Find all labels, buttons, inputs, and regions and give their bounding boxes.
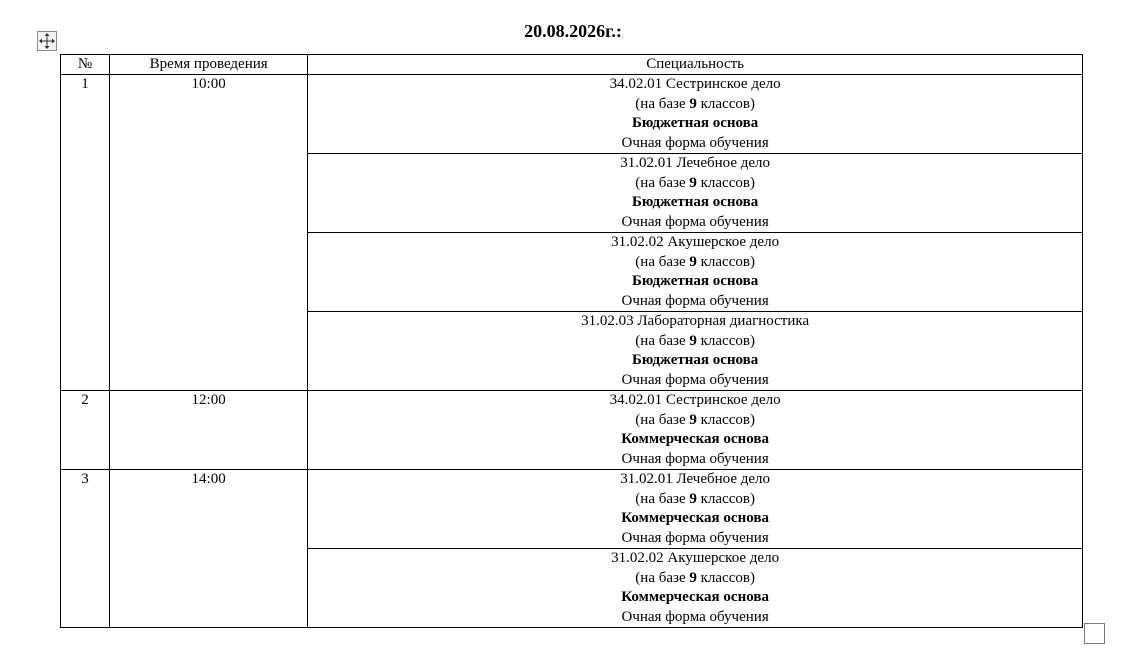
base-grade: 9 — [689, 253, 697, 270]
specialty-cell — [308, 549, 1083, 628]
study-form: Очная форма обучения — [621, 450, 769, 467]
table-header-row — [61, 55, 1083, 75]
study-form: Очная форма обучения — [621, 371, 769, 388]
base-grade: 9 — [689, 569, 697, 586]
table-row — [61, 75, 1083, 154]
specialty-cell — [308, 75, 1083, 154]
header-time: Время проведения — [110, 55, 308, 75]
study-form: Очная форма обучения — [621, 134, 769, 151]
study-form: Очная форма обучения — [621, 608, 769, 625]
base-prefix: (на базе — [635, 490, 690, 507]
specialty-code-name: 31.02.03 Лабораторная диагностика — [581, 313, 810, 329]
header-specialty: Специальность — [308, 55, 1083, 75]
schedule-table — [60, 54, 1083, 628]
funding-basis: Бюджетная основа — [631, 273, 759, 289]
base-prefix: (на базе — [635, 411, 690, 428]
base-prefix: (на базе — [635, 569, 690, 586]
funding-basis: Бюджетная основа — [631, 352, 759, 368]
funding-basis: Бюджетная основа — [631, 194, 759, 210]
specialty-base-line — [308, 174, 1082, 194]
base-prefix: (на базе — [635, 253, 690, 270]
specialty-base-line — [308, 411, 1082, 431]
row-number-cell: 2 — [61, 391, 110, 470]
base-suffix: классов) — [696, 411, 755, 428]
funding-basis: Бюджетная основа — [631, 115, 759, 131]
base-grade: 9 — [689, 411, 697, 428]
specialty-base-line — [308, 253, 1082, 273]
base-suffix: классов) — [696, 253, 755, 270]
specialty-cell — [308, 470, 1083, 549]
base-suffix: классов) — [696, 95, 755, 112]
funding-basis: Коммерческая основа — [621, 510, 769, 526]
base-grade: 9 — [689, 490, 697, 507]
specialty-code-name: 31.02.01 Лечебное дело — [620, 155, 771, 171]
table-row — [61, 391, 1083, 470]
base-prefix: (на базе — [635, 174, 690, 191]
row-number-cell: 3 — [61, 470, 110, 628]
study-form: Очная форма обучения — [621, 529, 769, 546]
time-cell: 12:00 — [110, 391, 308, 470]
funding-basis: Коммерческая основа — [621, 589, 769, 605]
specialty-base-line — [308, 95, 1082, 115]
specialty-code-name: 34.02.01 Сестринское дело — [609, 392, 781, 408]
base-grade: 9 — [689, 332, 697, 349]
specialty-base-line — [308, 490, 1082, 510]
specialty-code-name: 31.02.02 Акушерское дело — [611, 550, 780, 566]
specialty-cell — [308, 312, 1083, 391]
specialty-code-name: 31.02.01 Лечебное дело — [620, 471, 771, 487]
time-cell: 14:00 — [110, 470, 308, 628]
base-suffix: классов) — [696, 332, 755, 349]
time-cell: 10:00 — [110, 75, 308, 391]
study-form: Очная форма обучения — [621, 292, 769, 309]
specialty-base-line — [308, 332, 1082, 352]
specialty-base-line — [308, 569, 1082, 589]
base-suffix: классов) — [696, 174, 755, 191]
base-grade: 9 — [689, 95, 697, 112]
row-number-cell: 1 — [61, 75, 110, 391]
base-grade: 9 — [689, 174, 697, 191]
base-prefix: (на базе — [635, 332, 690, 349]
move-arrows-icon — [38, 32, 56, 50]
specialty-code-name: 31.02.02 Акушерское дело — [611, 234, 780, 250]
specialty-cell — [308, 391, 1083, 470]
funding-basis: Коммерческая основа — [621, 431, 769, 447]
table-row — [61, 470, 1083, 549]
specialty-cell — [308, 154, 1083, 233]
base-prefix: (на базе — [635, 95, 690, 112]
table-move-handle-icon[interactable] — [37, 31, 57, 51]
specialty-cell — [308, 233, 1083, 312]
base-suffix: классов) — [696, 569, 755, 586]
table-resize-handle-icon[interactable] — [1084, 623, 1105, 644]
header-number: № — [61, 55, 110, 75]
page-title: 20.08.2026г.: — [524, 21, 622, 41]
study-form: Очная форма обучения — [621, 213, 769, 230]
base-suffix: классов) — [696, 490, 755, 507]
specialty-code-name: 34.02.01 Сестринское дело — [609, 76, 781, 92]
